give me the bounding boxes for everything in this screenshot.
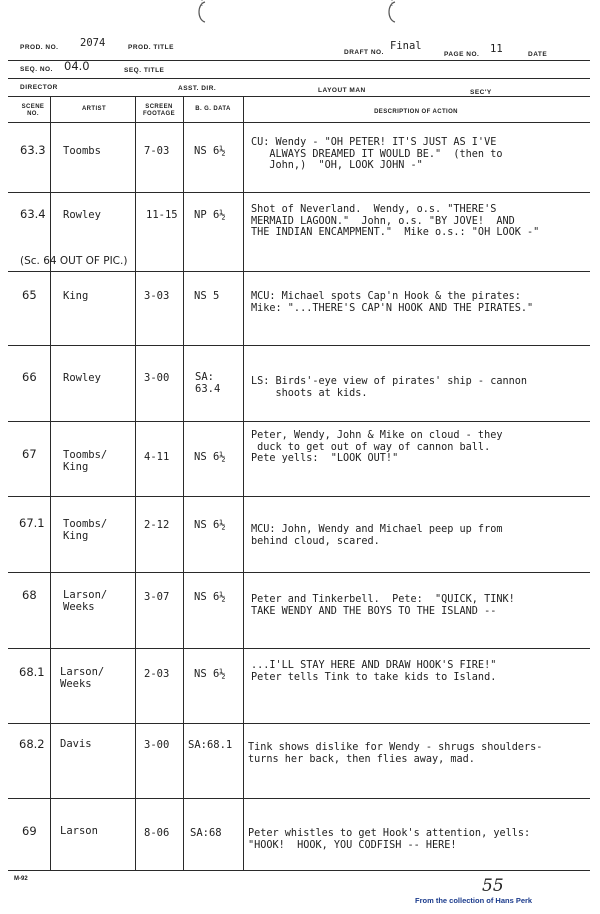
col-rule-3 — [183, 97, 184, 870]
page-no-value: 11 — [490, 43, 503, 55]
artist-name: Rowley — [63, 372, 101, 384]
form-number: M-92 — [14, 876, 28, 882]
artist-name: Toombs — [63, 145, 101, 157]
row-rule — [8, 421, 590, 422]
bg-data: SA: 63.4 — [195, 371, 221, 395]
artist-name: Larson/ Weeks — [60, 666, 105, 690]
screen-footage: 4-11 — [144, 451, 170, 463]
table-bottom-rule — [8, 870, 590, 871]
column-header-rule — [8, 122, 590, 123]
prod-no-label: PROD. NO. — [20, 44, 59, 51]
header-rule-2 — [8, 78, 590, 79]
artist-name: Toombs/ King — [63, 518, 108, 542]
date-label: DATE — [528, 51, 548, 58]
screen-footage: 7-03 — [144, 145, 170, 157]
draft-no-value: Final — [390, 40, 422, 52]
row-rule — [8, 648, 590, 649]
scene-number: 67.1 — [19, 516, 45, 530]
collection-credit: From the collection of Hans Perk — [415, 896, 533, 905]
secy-label: SEC'Y — [470, 89, 492, 96]
column-footage: SCREEN FOOTAGE — [142, 104, 176, 117]
scene-number: 63.4 — [20, 207, 46, 221]
handwritten-page-number: 55 — [482, 876, 504, 896]
action-description: Peter whistles to get Hook's attention, yells: "HOOK! HOOK, YOU CODFISH -- HERE! — [248, 828, 531, 851]
row-rule — [8, 192, 590, 193]
scene-number: 63.3 — [20, 143, 46, 157]
binder-hole-right — [383, 0, 401, 26]
bg-data: NS 5 — [194, 290, 220, 302]
column-scene-no: SCENE NO. — [21, 104, 45, 117]
screen-footage: 8-06 — [144, 827, 170, 839]
screen-footage: 2-03 — [144, 668, 170, 680]
col-rule-4 — [243, 97, 244, 870]
row-rule — [8, 345, 590, 346]
scene-number: 68.2 — [19, 737, 45, 751]
action-description: CU: Wendy - "OH PETER! IT'S JUST AS I'VE ALWAYS DREAMED IT WOULD BE." (then to John,) "OH, LOOK JOHN -" — [251, 137, 503, 171]
bg-data: NS 6½ — [194, 519, 226, 531]
layout-man-label: LAYOUT MAN — [318, 87, 366, 94]
scene-number: 67 — [22, 447, 37, 461]
action-description: Peter and Tinkerbell. Pete: "QUICK, TINK! TAKE WENDY AND THE BOYS TO THE ISLAND -- — [251, 594, 515, 617]
action-description: MCU: John, Wendy and Michael peep up from behind cloud, scared. — [251, 524, 503, 547]
column-artist: ARTIST — [81, 106, 107, 112]
bg-data: NP 6½ — [194, 209, 226, 221]
artist-name: Davis — [60, 738, 92, 750]
row-rule — [8, 723, 590, 724]
row-rule — [8, 496, 590, 497]
screen-footage: 3-00 — [144, 739, 170, 751]
page-no-label: PAGE NO. — [444, 51, 480, 58]
prod-title-label: PROD. TITLE — [128, 44, 174, 51]
artist-name: King — [63, 290, 89, 302]
binder-hole-left — [193, 0, 211, 26]
screen-footage: 3-03 — [144, 290, 170, 302]
director-label: DIRECTOR — [20, 84, 58, 91]
row-rule — [8, 798, 590, 799]
bg-data: NS 6½ — [194, 145, 226, 157]
column-description: DESCRIPTION OF ACTION — [374, 109, 458, 115]
artist-name: Toombs/ King — [63, 449, 108, 473]
scene-number: 68.1 — [19, 665, 45, 679]
bg-data: NS 6½ — [194, 591, 226, 603]
col-rule-1 — [50, 97, 51, 870]
artist-name: Larson/ Weeks — [63, 589, 108, 613]
row-rule — [8, 271, 590, 272]
col-rule-2 — [135, 97, 136, 870]
seq-no-label: SEQ. NO. — [20, 66, 53, 73]
action-description: Peter, Wendy, John & Mike on cloud - they duck to get out of way of cannon ball. Pete yells: "LOOK OUT!" — [251, 430, 503, 464]
action-description: Shot of Neverland. Wendy, o.s. "THERE'S MERMAID LAGOON." John, o.s. "BY JOVE! AND THE INDIAN ENCAMPMENT." Mike o.s.: "OH LOOK -" — [251, 204, 540, 238]
prod-no-value: 2074 — [80, 37, 106, 49]
artist-name: Larson — [60, 825, 98, 837]
scene-number: 69 — [22, 824, 37, 838]
bg-data: SA:68 — [190, 827, 222, 839]
bg-data: NS 6½ — [194, 451, 226, 463]
header-rule-1 — [8, 60, 590, 61]
asst-dir-label: ASST. DIR. — [178, 85, 217, 92]
bg-data: SA:68.1 — [188, 739, 233, 751]
header-rule-3 — [8, 96, 590, 97]
action-description: LS: Birds'-eye view of pirates' ship - cannon shoots at kids. — [251, 376, 528, 399]
scene-number: 65 — [22, 288, 37, 302]
seq-title-label: SEQ. TITLE — [124, 67, 165, 74]
column-bg-data: B. G. DATA — [195, 106, 231, 112]
seq-no-value: 04.0 — [64, 59, 90, 73]
action-description: Tink shows dislike for Wendy - shrugs shoulders- turns her back, then flies away, mad. — [248, 742, 543, 765]
scene-number: 66 — [22, 370, 37, 384]
artist-name: Rowley — [63, 209, 101, 221]
bg-data: NS 6½ — [194, 668, 226, 680]
scene-number: 68 — [22, 588, 37, 602]
screen-footage: 11-15 — [146, 209, 178, 221]
screen-footage: 3-07 — [144, 591, 170, 603]
row-rule — [8, 572, 590, 573]
action-description: MCU: Michael spots Cap'n Hook & the pirates: Mike: "...THERE'S CAP'N HOOK AND THE PIRATES." — [251, 291, 534, 314]
action-description: ...I'LL STAY HERE AND DRAW HOOK'S FIRE!" Peter tells Tink to take kids to Island. — [251, 660, 497, 683]
draft-no-label: DRAFT NO. — [344, 49, 384, 56]
omitted-scene-note: (Sc. 64 OUT OF PIC.) — [20, 255, 128, 267]
screen-footage: 3-00 — [144, 372, 170, 384]
screen-footage: 2-12 — [144, 519, 170, 531]
